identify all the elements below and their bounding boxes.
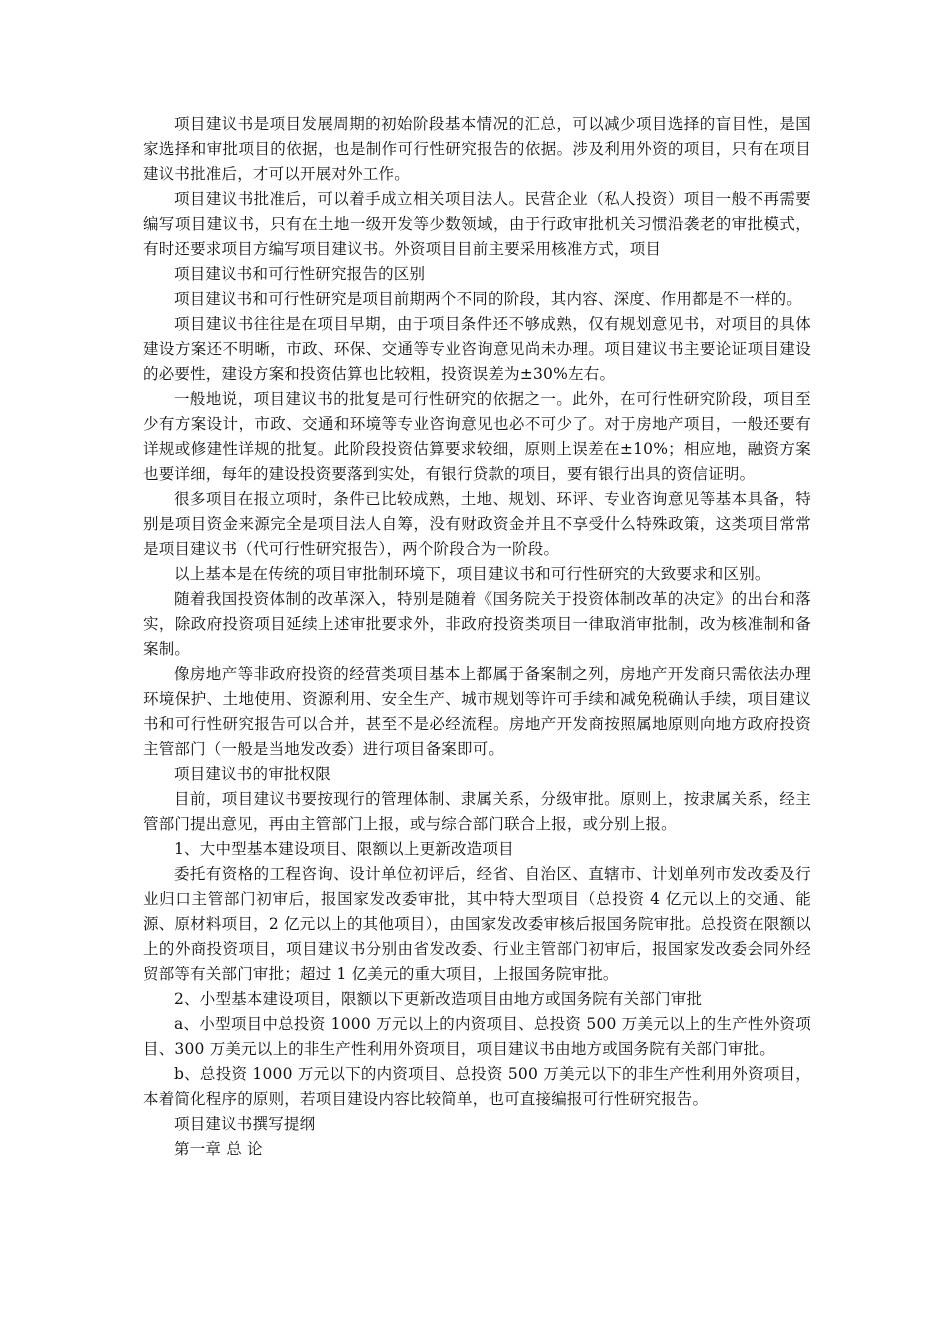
paragraph: 项目建议书和可行性研究是项目前期两个不同的阶段，其内容、深度、作用都是不一样的。: [174, 290, 803, 308]
paragraph: 项目建议书批准后，可以着手成立相关项目法人。民营企业（私人投资）项目一般不再需要编写项目建议书，只有在土地一级开发等少数领域，由于行政审批机关习惯沿袭老的审批模式，有时还要求项目方编写项目建议书。外资项目目前主要采用核准方式，项目: [143, 190, 811, 258]
section-heading: 项目建议书的审批权限: [174, 765, 332, 783]
document-body: [143, 112, 811, 1162]
paragraph: 以上基本是在传统的项目审批制环境下，项目建议书和可行性研究的大致要求和区别。: [174, 565, 771, 583]
paragraph: 委托有资格的工程咨询、设计单位初评后，经省、自治区、直辖市、计划单列市发改委及行业归口主管部门初审后，报国家发改委审批，其中特大型项目（总投资 4 亿元以上的交通、能源、原材料项目，2 亿元以上的其他项目），由国家发改委审核后报国务院审批。总投资在限额以上的外商投资项目，项目建议书分别由省发改委、行业主管部门初审后，报国家发改委会同外经贸部等有关部门审批；超过 1 亿美元的重大项目，上报国务院审批。: [143, 865, 811, 983]
paragraph: b、总投资 1000 万元以下的内资项目、总投资 500 万美元以下的非生产性利用外资项目，本着简化程序的原则，若项目建设内容比较简单，也可直接编报可行性研究报告。: [143, 1065, 811, 1108]
list-item-heading: 1、大中型基本建设项目、限额以上更新改造项目: [174, 840, 514, 858]
paragraph: 像房地产等非政府投资的经营类项目基本上都属于备案制之列，房地产开发商只需依法办理环境保护、土地使用、资源利用、安全生产、城市规划等许可手续和减免税确认手续，项目建议书和可行性研究报告可以合并，甚至不是必经流程。房地产开发商按照属地原则向地方政府投资主管部门（一般是当地发改委）进行项目备案即可。: [143, 665, 811, 758]
paragraph: 很多项目在报立项时，条件已比较成熟，土地、规划、环评、专业咨询意见等基本具备，特别是项目资金来源完全是项目法人自筹，没有财政资金并且不享受什么特殊政策，这类项目常常是项目建议书（代可行性研究报告），两个阶段合为一阶段。: [143, 490, 811, 558]
paragraph: a、小型项目中总投资 1000 万元以上的内资项目、总投资 500 万美元以上的生产性外资项目、300 万美元以上的非生产性利用外资项目，项目建议书由地方或国务院有关部门审批。: [143, 1015, 811, 1058]
list-item-heading: 2、小型基本建设项目，限额以下更新改造项目由地方或国务院有关部门审批: [174, 990, 703, 1008]
paragraph: 项目建议书往往是在项目早期，由于项目条件还不够成熟，仅有规划意见书，对项目的具体建设方案还不明晰，市政、环保、交通等专业咨询意见尚未办理。项目建议书主要论证项目建设的必要性，建设方案和投资估算也比较粗，投资误差为±30%左右。: [143, 315, 811, 383]
paragraph: 随着我国投资体制的改革深入，特别是随着《国务院关于投资体制改革的决定》的出台和落实，除政府投资项目延续上述审批要求外，非政府投资类项目一律取消审批制，改为核准制和备案制。: [143, 590, 811, 658]
chapter-heading: 第一章 总 论: [174, 1140, 263, 1158]
section-heading: 项目建议书和可行性研究报告的区别: [174, 265, 426, 283]
section-heading: 项目建议书撰写提纲: [174, 1115, 316, 1133]
paragraph: 一般地说，项目建议书的批复是可行性研究的依据之一。此外，在可行性研究阶段，项目至少有方案设计，市政、交通和环境等专业咨询意见也必不可少了。对于房地产项目，一般还要有详规或修建性详规的批复。此阶段投资估算要求较细，原则上误差在±10%；相应地，融资方案也要详细，每年的建设投资要落到实处，有银行贷款的项目，要有银行出具的资信证明。: [143, 390, 811, 483]
paragraph: 目前，项目建议书要按现行的管理体制、隶属关系，分级审批。原则上，按隶属关系，经主管部门提出意见，再由主管部门上报，或与综合部门联合上报，或分别上报。: [143, 790, 811, 833]
paragraph: 项目建议书是项目发展周期的初始阶段基本情况的汇总，可以减少项目选择的盲目性，是国家选择和审批项目的依据，也是制作可行性研究报告的依据。涉及利用外资的项目，只有在项目建议书批准后，才可以开展对外工作。: [143, 115, 811, 183]
